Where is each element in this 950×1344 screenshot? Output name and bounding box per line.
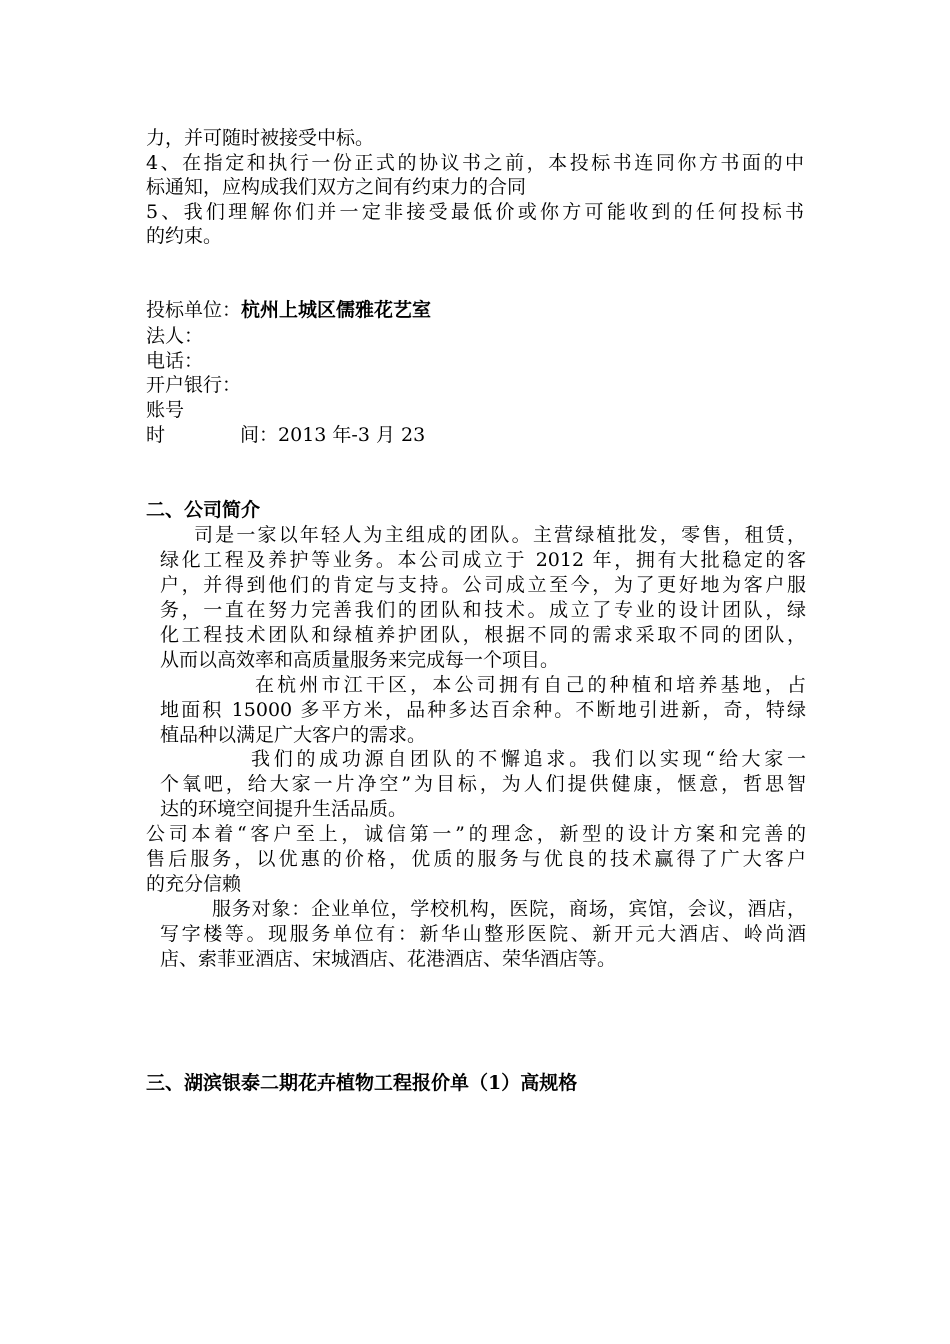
legal-person-label: 法人： xyxy=(146,325,204,347)
section2-line: 的充分信赖 xyxy=(146,873,242,895)
date-row xyxy=(146,423,425,447)
date-label-1: 时 xyxy=(146,424,166,446)
section2-line: 户，并得到他们的肯定与支持。公司成立至今，为了更好地为客户服 xyxy=(160,574,806,596)
section2-line: 司是一家以年轻人为主组成的团队。主营绿植批发，零售，租赁， xyxy=(194,524,806,546)
date-value: 2013 年-3 月 23 xyxy=(278,424,426,446)
phone-label: 电话： xyxy=(146,350,204,372)
date-label-2: 间： xyxy=(240,424,279,446)
section2-line: 在杭州市江干区，本公司拥有自己的种植和培养基地，占 xyxy=(255,674,806,696)
section2-line: 从而以高效率和高质量服务来完成每一个项目。 xyxy=(160,649,560,671)
tender-term-line: 5、我们理解你们并一定非接受最低价或你方可能收到的任何投标书 xyxy=(146,201,804,223)
section2-line: 植品种以满足广大客户的需求。 xyxy=(160,724,427,746)
section2-line: 公司本着“客户至上，诚信第一”的理念，新型的设计方案和完善的 xyxy=(146,823,806,845)
section2-line: 绿化工程及养护等业务。本公司成立于 2012 年，拥有大批稳定的客 xyxy=(160,549,806,571)
section2-line: 店、索菲亚酒店、宋城酒店、花港酒店、荣华酒店等。 xyxy=(160,948,617,970)
section2-line: 写字楼等。现服务单位有：新华山整形医院、新开元大酒店、岭尚酒 xyxy=(160,923,806,945)
section2-line: 地面积 15000 多平方米，品种多达百余种。不断地引进新，奇，特绿 xyxy=(160,699,806,721)
account-label: 账号 xyxy=(146,399,185,421)
tender-term-line: 力，并可随时被接受中标。 xyxy=(146,127,375,149)
section2-heading: 二、公司简介 xyxy=(146,499,261,521)
tender-term-line: 的约束。 xyxy=(146,225,223,247)
section2-line: 务，一直在努力完善我们的团队和技术。成立了专业的设计团队，绿 xyxy=(160,599,806,621)
bidder-unit-name: 杭州上城区儒雅花艺室 xyxy=(241,299,432,321)
bidder-unit-row xyxy=(146,298,431,322)
section2-line: 达的环境空间提升生活品质。 xyxy=(160,798,408,820)
section2-line: 售后服务，以优惠的价格，优质的服务与优良的技术赢得了广大客户 xyxy=(146,848,806,870)
tender-term-line: 4、在指定和执行一份正式的协议书之前，本投标书连同你方书面的中 xyxy=(146,152,804,174)
bank-label: 开户银行： xyxy=(146,374,242,396)
section2-line: 个氧吧，给大家一片净空”为目标，为人们提供健康，惬意，哲思智 xyxy=(160,773,806,795)
bidder-unit-label: 投标单位： xyxy=(146,299,242,321)
section2-line: 化工程技术团队和绿植养护团队，根据不同的需求采取不同的团队， xyxy=(160,624,806,646)
section3-heading: 三、湖滨银泰二期花卉植物工程报价单（1）高规格 xyxy=(146,1072,578,1094)
tender-term-line: 标通知，应构成我们双方之间有约束力的合同 xyxy=(146,176,527,198)
section2-line: 服务对象：企业单位，学校机构，医院，商场，宾馆，会议，酒店， xyxy=(212,898,806,920)
section2-line: 我们的成功源自团队的不懈追求。我们以实现“给大家一 xyxy=(251,748,806,770)
